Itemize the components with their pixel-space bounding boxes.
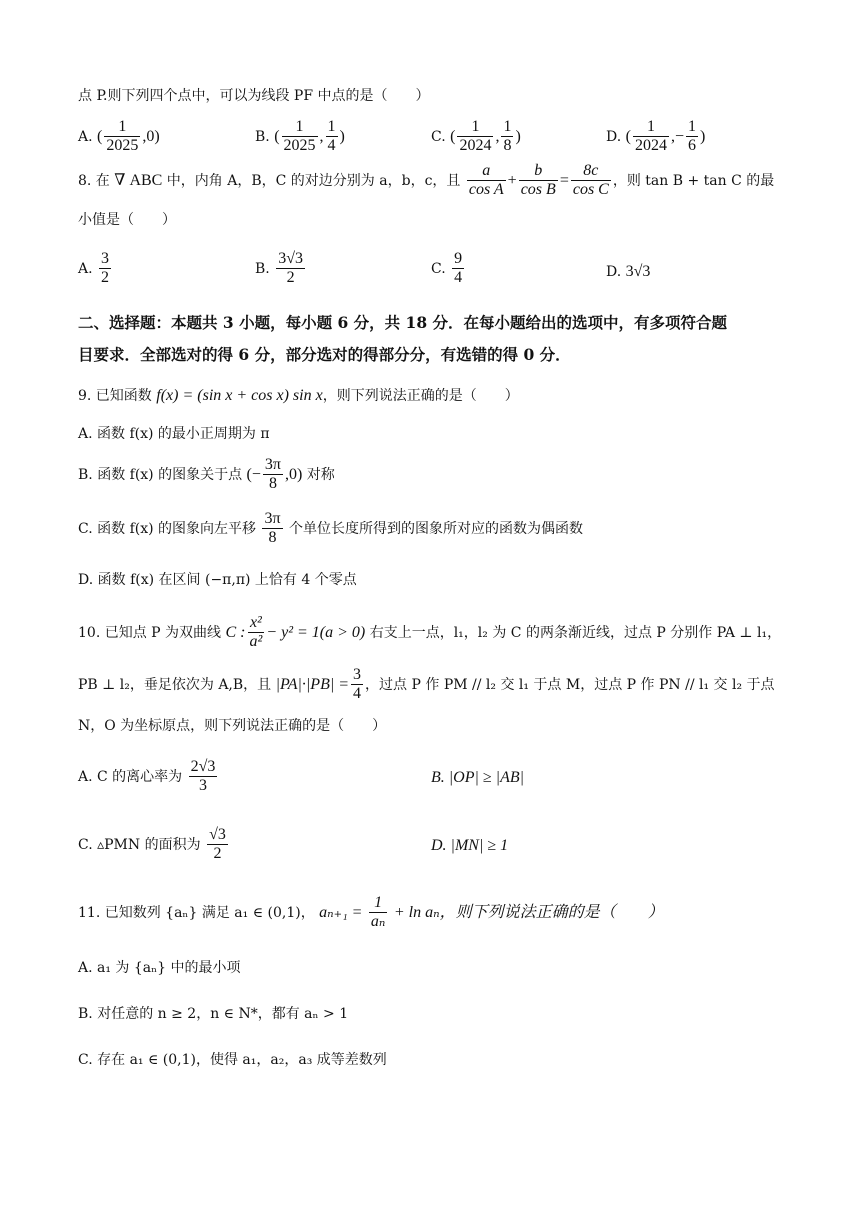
- q7-tail-text: 点 P.则下列四个点中，可以为线段 PF 中点的是（ ）: [78, 88, 430, 104]
- q7-option-b: B. ( $\frac{1}{2025}$ , $\frac{1}{4}$ ): [255, 118, 345, 155]
- q11-option-a: A. a₁ 为 {aₙ} 中的最小项: [78, 960, 241, 976]
- q10-stem-line2: PB ⊥ l₂，垂足依次为 A,B，且 |PA|·|PB| = $\frac{3}{4}$ ，过点 P 作 PM // l₂ 交 l₁ 于点 M，过点 P 作 PN // l₁ 交 l₂ 于点: [78, 666, 775, 703]
- q10-option-a: A. C 的离心率为 $\frac{2√3}{3}$: [78, 758, 216, 795]
- q9-stem: 9. 已知函数 f(x) = (sin x + cos x) sin x，则下列说法正确的是（ ）: [78, 387, 519, 404]
- q7-option-c: C. ( $\frac{1}{2024}$ , $\frac{1}{8}$ ): [431, 118, 521, 155]
- q7-option-d: D. ( $\frac{1}{2024}$ ,− $\frac{1}{6}$ ): [606, 118, 706, 155]
- section2-heading-line1: 二、选择题：本题共 3 小题，每小题 6 分，共 18 分．在每小题给出的选项中，有多项符合题: [78, 313, 728, 332]
- q8-stem: 8. 在 ∇ ABC 中，内角 A，B，C 的对边分别为 a，b，c，且 $\frac{a}{\text{cos A}}$ + $\frac{b}{\text{cos B}}$ = $\frac{8c}{\text{cos C}}$ ，则 tan B + tan C 的最: [78, 162, 775, 199]
- q8-stem-line2: 小值是（ ）: [78, 212, 176, 228]
- q10-stem-line3: N，O 为坐标原点，则下列说法正确的是（ ）: [78, 718, 387, 734]
- q9-option-b: B. 函数 f(x) 的图象关于点 (− $\frac{3\pi}{8}$ ,0) 对称: [78, 456, 335, 493]
- q11-option-c: C. 存在 a₁ ∈ (0,1)，使得 a₁，a₂，a₃ 成等差数列: [78, 1052, 387, 1068]
- q10-option-b: B. |OP| ≥ |AB|: [431, 769, 525, 786]
- q7-option-a: A. ( $\frac{1}{2025}$ ,0): [78, 118, 160, 155]
- q7-stem-tail: [78, 88, 430, 105]
- q8-option-c: C. $\frac{9}{4}$: [431, 250, 463, 287]
- q9-option-a: A. 函数 f(x) 的最小正周期为 π: [78, 426, 270, 442]
- q8-option-a: A. $\frac{3}{2}$: [78, 250, 110, 287]
- q10-option-c: C. ▵PMN 的面积为 $\frac{√3}{2}$: [78, 826, 226, 863]
- q11-option-b: B. 对任意的 n ≥ 2，n ∈ N*，都有 aₙ > 1: [78, 1006, 349, 1022]
- q9-option-d: D. 函数 f(x) 在区间 (−π,π) 上恰有 4 个零点: [78, 572, 357, 588]
- q10-stem-line1: 10. 已知点 P 为双曲线 C : $\frac{\text{x²}}{\text{a²}}$ − y² = 1(a > 0) 右支上一点，l₁，l₂ 为 C 的两条渐近线，过点 P 分别作 PA ⊥ l₁，: [78, 614, 782, 651]
- section2-heading-line2: 目要求．全部选对的得 6 分，部分选对的得部分分，有选错的得 0 分．: [78, 345, 571, 364]
- q8-option-b: B. $\frac{3√3}{2}$: [255, 250, 303, 287]
- q9-option-c: C. 函数 f(x) 的图象向左平移 $\frac{3\pi}{8}$ 个单位长度所得到的图象所对应的函数为偶函数: [78, 510, 583, 547]
- q10-option-d: D. |MN| ≥ 1: [431, 837, 509, 854]
- q8-option-d: D. 3√3: [606, 263, 651, 280]
- q11-stem: 11. 已知数列 {aₙ} 满足 a₁ ∈ (0,1)， aₙ₊₁ = $\frac{1}{\text{aₙ}}$ + ln aₙ，则下列说法正确的是（ ）: [78, 894, 664, 931]
